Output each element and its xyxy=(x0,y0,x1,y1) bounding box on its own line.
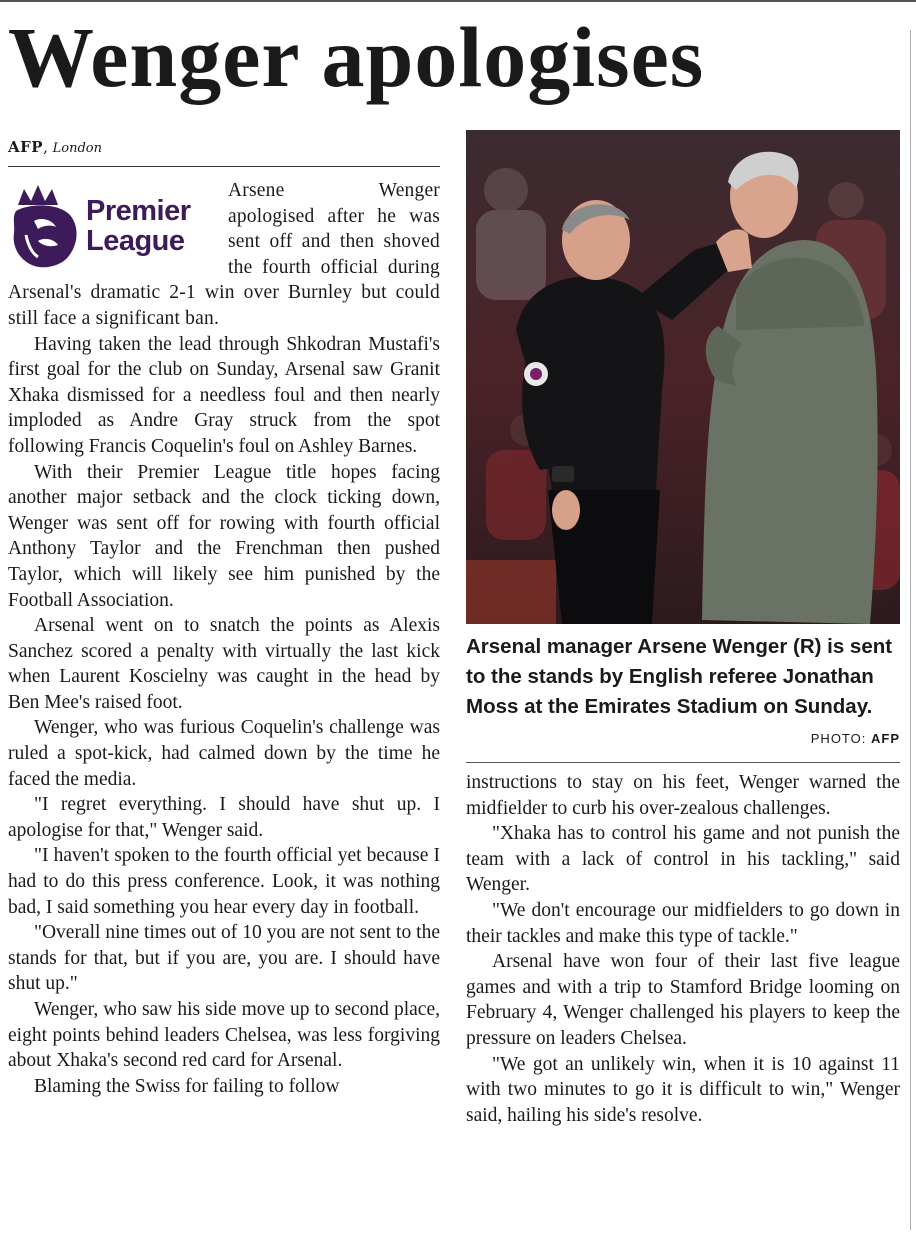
article-right-column xyxy=(466,770,900,1240)
paragraph-10: Blaming the Swiss for failing to follow xyxy=(34,1075,340,1097)
paragraph-15: "We got an unlikely win, when it is 10 against 11 with two minutes to go it is difficult to win," Wenger said, hailing his side's resolve. xyxy=(466,1053,900,1126)
top-rule xyxy=(0,0,916,2)
credit-source: AFP xyxy=(871,731,900,746)
caption-rule xyxy=(466,762,900,763)
paragraph-1: Arsene Wenger apologised after he was sent off and then shoved the fourth official during Arsenal's dramatic 2-1 win over Burnley but could still face a significant ban. xyxy=(8,180,440,329)
logo-line-premier: Premier xyxy=(86,195,191,227)
paragraph-4: Arsenal went on to snatch the points as Alexis Sanchez scored a penalty with virtually the last kick when Laurent Koscielny was caught in the head by Ben Mee's raised foot. xyxy=(8,615,440,713)
photo-illustration xyxy=(466,130,900,624)
paragraph-11: instructions to stay on his feet, Wenger warned the midfielder to curb his over-zealous challenges. xyxy=(466,772,900,819)
logo-wordmark xyxy=(86,196,191,256)
news-photo xyxy=(466,130,900,624)
paragraph-3: With their Premier League title hopes facing another major setback and the clock ticking down, Wenger was sent off for rowing with fourth official Anthony Taylor and the Frenchman then pushed Taylor, which will likely see him punished by the Football Association. xyxy=(8,461,440,611)
byline-separator: , xyxy=(43,138,48,156)
photo-credit xyxy=(811,724,900,754)
paragraph-5: Wenger, who was furious Coquelin's challenge was ruled a spot-kick, had calmed down by the time he faced the media. xyxy=(8,717,440,790)
paragraph-12: "Xhaka has to control his game and not punish the team with a lack of control in his tackling," said Wenger. xyxy=(466,823,900,896)
paragraph-7: "I haven't spoken to the fourth official yet because I had to do this press conference. Look, it was nothing bad, I said something you hear every day in football. xyxy=(8,845,440,918)
page-edge-rule xyxy=(910,30,911,1230)
paragraph-8: "Overall nine times out of 10 you are not sent to the stands for that, but if you are, you are. I should have shut up." xyxy=(8,922,440,995)
logo-line-league: League xyxy=(86,225,185,257)
paragraph-9: Wenger, who saw his side move up to second place, eight points behind leaders Chelsea, was less forgiving about Xhaka's second red card for Arsenal. xyxy=(8,999,440,1072)
article-left-column xyxy=(8,178,440,1240)
premier-league-logo xyxy=(8,180,214,272)
paragraph-14: Arsenal have won four of their last five league games and with a trip to Stamford Bridge looming on February 4, Wenger challenged his players to keep the pressure on leaders Chelsea. xyxy=(466,951,900,1049)
byline xyxy=(8,138,440,167)
paragraph-2: Having taken the lead through Shkodran Mustafi's first goal for the club on Sunday, Arsenal saw Granit Xhaka dismissed for a needless foul and then nearly imploded as Andre Gray struck from the spot following Francis Coquelin's foul on Ashley Barnes. xyxy=(8,333,440,457)
lion-crest-icon xyxy=(8,181,80,271)
byline-agency: AFP xyxy=(8,138,44,156)
credit-label: PHOTO: xyxy=(810,731,867,746)
paragraph-13: "We don't encourage our midfielders to go down in their tackles and make this type of tackle." xyxy=(466,899,900,947)
paragraph-6: "I regret everything. I should have shut up. I apologise for that," Wenger said. xyxy=(8,794,440,841)
photo-caption xyxy=(466,632,900,762)
caption-text: Arsenal manager Arsene Wenger (R) is sent to the stands by English referee Jonathan Moss at the Emirates Stadium on Sunday. xyxy=(466,635,893,718)
headline: Wenger apologises xyxy=(8,9,705,105)
byline-place: London xyxy=(52,141,102,156)
